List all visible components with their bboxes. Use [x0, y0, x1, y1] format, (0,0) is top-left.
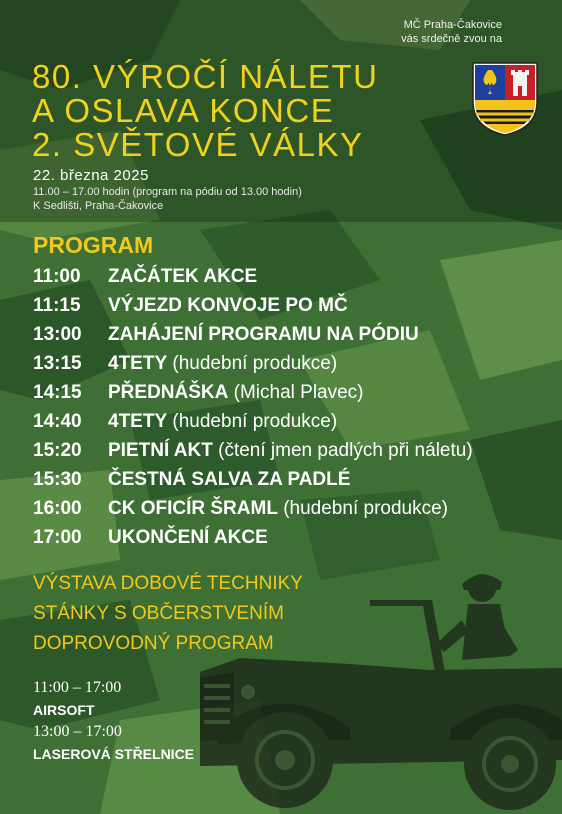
schedule-item-note: (hudební produkce) [167, 353, 338, 374]
schedule-row [33, 439, 473, 468]
schedule-time: 17:00 [33, 527, 82, 548]
schedule-item-note: (Michal Plavec) [228, 382, 364, 403]
schedule-time: 15:20 [33, 440, 82, 461]
schedule-time: 14:40 [33, 411, 82, 432]
extras-list [33, 569, 303, 659]
schedule-item-name: VÝJEZD KONVOJE PO MČ [108, 295, 348, 316]
event-title [32, 60, 378, 162]
schedule-row [33, 410, 473, 439]
schedule-time: 15:30 [33, 469, 82, 490]
event-hours: 11.00 – 17.00 hodin (program na pódiu od 13.00 hodin) [33, 186, 302, 198]
schedule-row [33, 526, 473, 555]
activity-time: 11:00 – 17:00 [33, 679, 122, 696]
schedule-time: 16:00 [33, 498, 82, 519]
schedule-item-name: CK OFICÍR ŠRAML [108, 498, 278, 519]
event-location: K Sedlišti, Praha-Čakovice [33, 200, 164, 212]
schedule-item-name: ZAHÁJENÍ PROGRAMU NA PÓDIU [108, 324, 419, 345]
schedule-row [33, 294, 473, 323]
invite-phrase: vás srdečně zvou na [401, 33, 502, 45]
title-line-2: A OSLAVA KONCE [32, 92, 335, 129]
schedule-item-note: (čtení jmen padlých při náletu) [212, 440, 473, 461]
schedule-time: 13:15 [33, 353, 82, 374]
schedule-row [33, 352, 473, 381]
activity-name: LASEROVÁ STŘELNICE [33, 746, 195, 762]
activities-list [33, 678, 194, 766]
schedule-row [33, 468, 473, 497]
schedule-time: 11:00 [33, 266, 81, 287]
invite-organizer: MČ Praha-Čakovice [403, 19, 502, 31]
event-date: 22. března 2025 [33, 167, 149, 184]
title-line-3: 2. SVĚTOVÉ VÁLKY [32, 126, 364, 163]
schedule-row [33, 497, 473, 526]
schedule-item-name: 4TETY [108, 411, 168, 432]
schedule-item-name: ZAČÁTEK AKCE [108, 266, 258, 287]
activity-time: 13:00 – 17:00 [33, 723, 122, 740]
program-schedule [33, 265, 473, 555]
invitation-text [401, 18, 502, 46]
schedule-time: 14:15 [33, 382, 82, 403]
schedule-item-name: 4TETY [108, 353, 168, 374]
schedule-row [33, 381, 473, 410]
schedule-row [33, 265, 473, 294]
schedule-item-name: ČESTNÁ SALVA ZA PADLÉ [108, 469, 351, 490]
extra-item: DOPROVODNÝ PROGRAM [33, 633, 274, 654]
schedule-time: 13:00 [33, 324, 82, 345]
extra-item: STÁNKY S OBČERSTVENÍM [33, 603, 284, 624]
schedule-item-name: UKONČENÍ AKCE [108, 527, 268, 548]
schedule-time: 11:15 [33, 295, 81, 316]
schedule-item-name: PIETNÍ AKT [108, 440, 213, 461]
title-line-1: 80. VÝROČÍ NÁLETU [32, 58, 379, 95]
activity-name: AIRSOFT [33, 702, 95, 718]
program-heading: PROGRAM [33, 232, 154, 258]
schedule-row [33, 323, 473, 352]
schedule-item-note: (hudební produkce) [167, 411, 338, 432]
extra-item: VÝSTAVA DOBOVÉ TECHNIKY [33, 573, 303, 594]
schedule-item-note: (hudební produkce) [277, 498, 448, 519]
schedule-item-name: PŘEDNÁŠKA [108, 382, 229, 403]
municipal-coat-of-arms-icon [472, 62, 538, 136]
